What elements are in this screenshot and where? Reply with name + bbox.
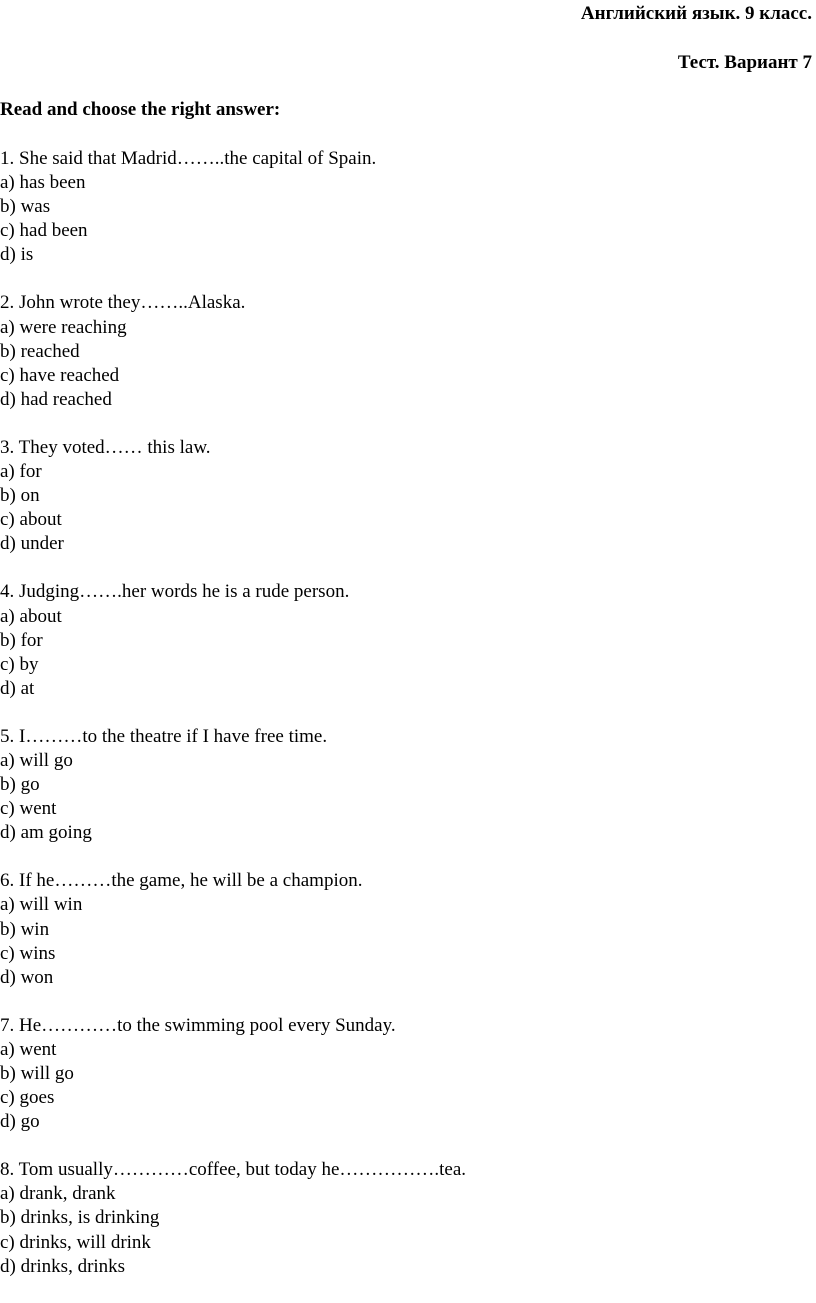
- answer-option: b) go: [0, 774, 40, 796]
- answer-option: c) went: [0, 798, 57, 820]
- answer-option: b) for: [0, 629, 43, 651]
- question-8: [0, 1158, 466, 1278]
- answer-option: a) drank, drank: [0, 1183, 116, 1205]
- instruction-heading: Read and choose the right answer:: [0, 99, 281, 120]
- answer-option: c) had been: [0, 220, 88, 242]
- header-test-variant: Тест. Вариант 7: [677, 52, 812, 73]
- answer-option: d) at: [0, 677, 35, 699]
- question-text: 3. They voted…… this law.: [0, 436, 211, 458]
- question-text: 5. I………to the theatre if I have free time.: [0, 725, 328, 747]
- question-1: [0, 147, 466, 267]
- question-text: 7. He…………to the swimming pool every Sunday.: [0, 1014, 396, 1036]
- question-4: [0, 580, 466, 700]
- answer-option: c) about: [0, 509, 62, 531]
- answer-option: b) on: [0, 485, 40, 507]
- question-text: 6. If he………the game, he will be a champion.: [0, 870, 363, 892]
- answer-option: a) will go: [0, 749, 73, 771]
- header-subject-grade: Английский язык. 9 класс.: [580, 3, 812, 24]
- answer-option: b) drinks, is drinking: [0, 1207, 160, 1229]
- answer-option: c) drinks, will drink: [0, 1231, 151, 1253]
- answer-option: d) had reached: [0, 388, 112, 410]
- answer-option: c) wins: [0, 942, 56, 964]
- answer-option: a) were reaching: [0, 316, 127, 338]
- answer-option: a) about: [0, 605, 62, 627]
- answer-option: b) will go: [0, 1063, 74, 1084]
- answer-option: b) reached: [0, 340, 80, 362]
- question-text: 2. John wrote they……..Alaska.: [0, 292, 246, 314]
- answer-option: c) have reached: [0, 364, 120, 386]
- answer-option: c) goes: [0, 1087, 55, 1109]
- answer-option: d) won: [0, 966, 54, 988]
- answer-option: b) win: [0, 918, 50, 940]
- question-6: [0, 869, 466, 989]
- question-5: [0, 725, 466, 845]
- answer-option: d) drinks, drinks: [0, 1255, 126, 1277]
- answer-option: a) will win: [0, 894, 83, 916]
- question-7: [0, 1014, 466, 1134]
- question-2: [0, 291, 466, 411]
- answer-option: a) went: [0, 1038, 57, 1060]
- answer-option: d) go: [0, 1111, 40, 1133]
- answer-option: a) has been: [0, 172, 86, 194]
- answer-option: d) am going: [0, 822, 92, 844]
- question-3: [0, 436, 466, 556]
- answer-option: d) is: [0, 244, 34, 266]
- question-list: [0, 147, 466, 1303]
- answer-option: c) by: [0, 653, 39, 675]
- question-text: 1. She said that Madrid……..the capital of Spain.: [0, 148, 377, 169]
- answer-option: d) under: [0, 533, 64, 555]
- answer-option: a) for: [0, 461, 42, 483]
- question-text: 4. Judging…….her words he is a rude person.: [0, 581, 350, 603]
- question-text: 8. Tom usually…………coffee, but today he…………….tea.: [0, 1159, 467, 1181]
- answer-option: b) was: [0, 196, 51, 218]
